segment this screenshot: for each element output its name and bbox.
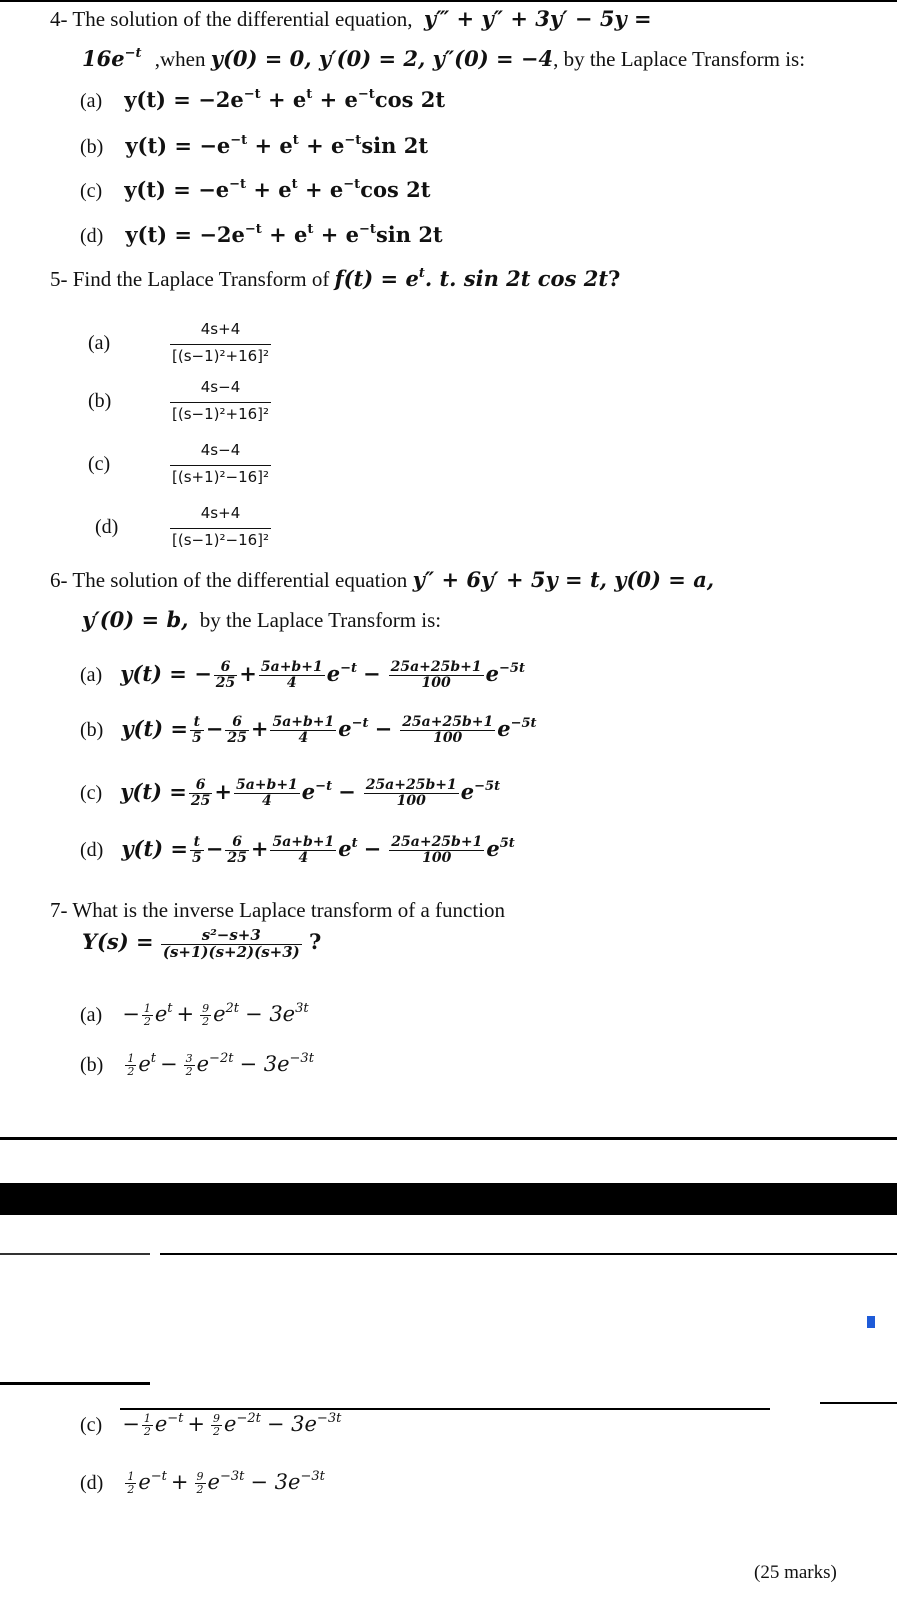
- q6-option[interactable]: [80, 778, 500, 808]
- option-label: (a): [80, 90, 103, 112]
- fraction-numerator: 4s+4: [170, 322, 271, 345]
- exponent: −3t: [219, 1468, 245, 1484]
- fraction: [364, 778, 459, 808]
- option-expression: [122, 1002, 308, 1026]
- e-symbol: e: [138, 1052, 151, 1076]
- exponent: t: [150, 1050, 156, 1066]
- exponent: t: [167, 1000, 173, 1016]
- e-symbol: e: [154, 1412, 168, 1436]
- math-part: y(t) = −2e: [124, 87, 244, 112]
- fraction-numerator: 3: [185, 1052, 193, 1066]
- option-label: (d): [80, 225, 104, 247]
- fraction-numerator: 4s+4: [170, 506, 271, 529]
- e-symbol: e: [213, 1002, 226, 1026]
- fraction-denominator: 2: [127, 1065, 135, 1078]
- math-part: y(t) = −e: [124, 177, 230, 202]
- option-expression: [124, 177, 430, 202]
- fraction: [170, 322, 271, 365]
- fraction-numerator: 1: [127, 1052, 135, 1066]
- math-part: −: [160, 1052, 178, 1076]
- math-part: y(t) = −: [120, 660, 212, 686]
- exponent: t: [292, 132, 299, 148]
- q5-option-fraction[interactable]: [168, 380, 273, 423]
- fraction-denominator: [(s+1)²−16]²: [172, 467, 270, 486]
- math-part: −: [374, 715, 393, 741]
- exponent: −t: [244, 221, 262, 237]
- math-part: e: [485, 660, 500, 686]
- divider-line: [0, 1137, 897, 1140]
- fraction: [270, 835, 336, 865]
- option-expression: [121, 834, 515, 866]
- math-part: y(t) =: [120, 778, 187, 804]
- q4-rhs: $16e^{-t}$: [82, 45, 142, 71]
- q7-option[interactable]: [80, 1412, 341, 1438]
- fraction-numerator: 9: [213, 1412, 220, 1426]
- fraction: [211, 1413, 222, 1437]
- math-part: +: [170, 1470, 189, 1494]
- q6-tail: by the Laplace Transform is:: [199, 608, 442, 632]
- math-part: −: [338, 778, 356, 804]
- fraction-denominator: 2: [143, 1425, 151, 1438]
- fraction-numerator: 1: [127, 1470, 135, 1484]
- math-part: + e: [261, 222, 308, 247]
- q7-function: [82, 928, 321, 961]
- marks-label: (25 marks): [754, 1562, 837, 1583]
- fraction: [225, 715, 248, 745]
- fraction-denominator: 2: [143, 1015, 151, 1028]
- fraction: [200, 1003, 211, 1027]
- math-part: sin 2t: [375, 222, 443, 247]
- math-part: −: [122, 1412, 140, 1436]
- fraction: [189, 778, 212, 808]
- top-border: [0, 0, 897, 2]
- q4-equation: y‴ + y″ + 3y′ − 5y =: [423, 6, 652, 31]
- fraction-numerator: 25a+25b+1: [391, 834, 483, 850]
- fraction: [225, 835, 248, 865]
- exponent: −t: [167, 1410, 184, 1426]
- exponent: −t: [150, 1468, 167, 1484]
- math-part: + e: [298, 133, 345, 158]
- fraction: [400, 715, 495, 745]
- fraction-numerator: 5a+b+1: [272, 714, 335, 730]
- fraction-denominator: 4: [298, 849, 309, 866]
- fraction-numerator: 6: [225, 835, 248, 851]
- fraction-numerator: 4s−4: [170, 443, 271, 466]
- math-part: y(t) =: [121, 835, 189, 861]
- fraction-denominator: 25: [227, 729, 247, 746]
- fraction-denominator: 100: [422, 849, 452, 866]
- fraction-denominator: [(s−1)²−16]²: [172, 530, 270, 549]
- q4-number: 4-: [50, 7, 68, 31]
- fraction: [125, 1053, 136, 1077]
- scan-line-3: [0, 1382, 150, 1385]
- black-bar: [0, 1183, 897, 1215]
- fraction: [190, 715, 204, 745]
- option-label: (c): [80, 180, 103, 202]
- exponent: t: [306, 86, 313, 102]
- fraction-denominator: 5: [192, 849, 202, 866]
- fraction: [389, 835, 484, 865]
- exponent: −t: [243, 86, 261, 102]
- fraction-denominator: 100: [421, 674, 451, 691]
- fraction-numerator: 5a+b+1: [235, 777, 298, 793]
- math-part: + e: [247, 133, 293, 158]
- fraction-numerator: 9: [196, 1470, 204, 1484]
- fraction-denominator: 4: [262, 792, 272, 809]
- fraction-denominator: 25: [215, 674, 236, 691]
- q5-option-label[interactable]: (a): [88, 332, 111, 354]
- option-expression: [122, 1412, 341, 1436]
- math-part: −: [122, 1002, 140, 1026]
- minus-sign: −: [205, 835, 224, 861]
- q6-text: The solution of the differential equation: [72, 568, 408, 592]
- option-expression: [125, 222, 442, 247]
- scan-line-2: [0, 1253, 150, 1255]
- q7-denominator: (s+1)(s+2)(s+3): [162, 942, 300, 961]
- option-label: (a): [80, 1004, 103, 1026]
- e-symbol: e: [138, 1470, 151, 1494]
- math-part: e: [460, 778, 475, 804]
- exponent: −t: [357, 86, 375, 102]
- q5-function: $f(t) = e^t$. t. sin 2t cos 2t: [334, 265, 609, 291]
- exponent: −t: [343, 176, 361, 192]
- fraction-denominator: [(s−1)²+16]²: [172, 346, 270, 365]
- fraction-numerator: 5a+b+1: [260, 659, 323, 675]
- exponent: −t: [340, 660, 357, 676]
- scan-line-1: [160, 1253, 897, 1255]
- fraction-numerator: t: [190, 835, 204, 851]
- q6-option[interactable]: [80, 715, 537, 745]
- math-part: − 3e: [239, 1052, 290, 1076]
- math-part: + e: [260, 87, 307, 112]
- q6-option[interactable]: [80, 660, 525, 690]
- fraction-denominator: 100: [433, 729, 463, 746]
- fraction: [125, 1471, 136, 1495]
- math-part: e: [497, 715, 511, 741]
- q7-option[interactable]: [80, 1002, 309, 1028]
- option-label: (b): [80, 136, 104, 158]
- fraction: [184, 1053, 195, 1077]
- math-part: cos 2t: [360, 177, 431, 202]
- blue-mark: [867, 1316, 875, 1328]
- option-expression: [125, 133, 428, 158]
- fraction-numerator: 6: [189, 778, 212, 794]
- exponent: −t: [344, 132, 362, 148]
- scan-line-4: [120, 1408, 770, 1410]
- option-expression: [120, 659, 525, 691]
- fraction-denominator: 5: [192, 729, 202, 746]
- option-expression: [121, 714, 537, 746]
- q4-line1: [50, 6, 652, 32]
- fraction: [170, 443, 271, 486]
- option-label: (c): [80, 781, 103, 804]
- math-part: +: [250, 715, 269, 741]
- fraction-denominator: 2: [213, 1425, 220, 1438]
- fraction: [170, 380, 271, 423]
- exponent: −2t: [236, 1410, 261, 1426]
- math-part: + e: [313, 222, 360, 247]
- fraction: [170, 506, 271, 549]
- math-part: + e: [246, 177, 292, 202]
- math-part: e: [301, 778, 316, 804]
- exponent: 2t: [225, 1000, 240, 1016]
- math-part: −: [363, 835, 382, 861]
- q4-option[interactable]: [80, 222, 443, 248]
- exponent: t: [291, 176, 298, 192]
- fraction: [270, 715, 336, 745]
- math-part: − 3e: [245, 1002, 296, 1026]
- fraction: [214, 660, 237, 690]
- fraction: [259, 660, 325, 690]
- exponent: −3t: [316, 1410, 342, 1426]
- math-part: y(t) = −e: [125, 133, 231, 158]
- exponent: −t: [359, 221, 376, 237]
- fraction: [142, 1003, 153, 1027]
- q6-line2: [82, 607, 441, 633]
- exponent: t: [307, 221, 314, 237]
- q4-text: The solution of the differential equation,: [72, 7, 413, 31]
- math-part: + e: [312, 87, 358, 112]
- option-expression: [123, 1052, 314, 1076]
- exponent: −5t: [510, 715, 537, 731]
- fraction: [142, 1413, 153, 1437]
- math-part: − 3e: [250, 1470, 301, 1494]
- fraction-numerator: 25a+25b+1: [390, 659, 482, 675]
- q4-line2: [82, 46, 805, 72]
- option-label: (b): [80, 718, 104, 741]
- fraction-numerator: 25a+25b+1: [402, 714, 494, 730]
- q6-condition: y′(0) = b,: [82, 607, 189, 632]
- fraction-denominator: 25: [227, 849, 247, 866]
- q5-tail: ?: [608, 266, 621, 291]
- q6-line1: [50, 567, 714, 593]
- q7-option[interactable]: [80, 1470, 325, 1496]
- q4-option[interactable]: [80, 87, 445, 113]
- exponent: −t: [230, 132, 248, 148]
- exponent: −t: [351, 715, 369, 731]
- q4-option[interactable]: [80, 133, 428, 159]
- fraction-denominator: 2: [127, 1483, 135, 1496]
- e-symbol: e: [154, 1002, 168, 1026]
- q6-equation: y″ + 6y′ + 5y = t, y(0) = a,: [412, 567, 715, 592]
- e-symbol: e: [207, 1470, 220, 1494]
- q6-number: 6-: [50, 568, 68, 592]
- scan-line-5: [820, 1402, 897, 1404]
- q4-when: ,when: [154, 47, 206, 71]
- fraction-denominator: 4: [286, 674, 297, 691]
- q5-option-fraction[interactable]: [168, 506, 273, 549]
- math-part: +: [187, 1412, 205, 1436]
- fraction-numerator: 1: [143, 1002, 151, 1016]
- fraction-numerator: 9: [202, 1002, 210, 1016]
- math-part: sin 2t: [361, 133, 429, 158]
- math-part: e: [338, 835, 352, 861]
- fraction-denominator: 4: [298, 729, 309, 746]
- q4-option[interactable]: [80, 177, 430, 203]
- exponent: −3t: [289, 1050, 314, 1066]
- q5-text: Find the Laplace Transform of: [72, 267, 330, 291]
- exponent: −2t: [209, 1050, 234, 1066]
- exponent: −3t: [300, 1468, 325, 1484]
- fraction-numerator: 1: [143, 1412, 151, 1426]
- exponent: 3t: [295, 1000, 309, 1016]
- math-part: − 3e: [266, 1412, 317, 1436]
- q7-line1: [50, 898, 505, 923]
- math-part: e: [486, 835, 500, 861]
- math-part: e: [326, 660, 341, 686]
- math-part: cos 2t: [374, 87, 446, 112]
- math-part: y(t) = −2e: [125, 222, 245, 247]
- option-label: (b): [80, 1054, 104, 1076]
- exponent: −t: [315, 778, 333, 794]
- q6-option[interactable]: [80, 835, 515, 865]
- e-symbol: e: [196, 1052, 210, 1076]
- math-part: + e: [297, 177, 344, 202]
- option-label: (c): [80, 1414, 103, 1436]
- math-part: −: [363, 660, 381, 686]
- fraction-numerator: t: [190, 715, 204, 731]
- fraction-denominator: 2: [185, 1065, 193, 1078]
- q7-lhs: Y(s) =: [82, 929, 154, 955]
- q7-option[interactable]: [80, 1052, 314, 1078]
- e-symbol: e: [224, 1412, 237, 1436]
- fraction-denominator: 100: [396, 792, 426, 809]
- option-label: (d): [80, 838, 104, 861]
- math-part: +: [250, 835, 269, 861]
- fraction-numerator: 6: [225, 715, 248, 731]
- fraction-numerator: 5a+b+1: [272, 834, 335, 850]
- fraction-numerator: 4s−4: [170, 380, 271, 403]
- option-expression: [120, 777, 501, 809]
- exponent: t: [351, 835, 358, 851]
- q5-line: [50, 266, 620, 292]
- q7-fraction: [161, 928, 302, 961]
- math-part: +: [176, 1002, 195, 1026]
- fraction: [389, 660, 484, 690]
- option-label: (a): [80, 663, 103, 686]
- exponent: 5t: [499, 835, 515, 851]
- fraction-numerator: 25a+25b+1: [365, 777, 457, 793]
- option-label: (d): [80, 1472, 104, 1494]
- q7-tail: ?: [309, 929, 322, 955]
- fraction: [234, 778, 300, 808]
- q4-conditions: y(0) = 0, y′(0) = 2, y″(0) = −4: [210, 46, 554, 71]
- math-part: +: [239, 660, 257, 686]
- fraction-denominator: 25: [190, 792, 211, 809]
- q4-tail: , by the Laplace Transform is:: [553, 47, 806, 71]
- minus-sign: −: [205, 715, 224, 741]
- q5-option-fraction[interactable]: [168, 322, 273, 365]
- q5-number: 5-: [50, 267, 68, 291]
- q5-option-label[interactable]: (d): [95, 516, 119, 538]
- exponent: −5t: [499, 660, 525, 676]
- fraction-denominator: 2: [202, 1015, 210, 1028]
- fraction: [190, 835, 204, 865]
- q5-option-fraction[interactable]: [168, 443, 273, 486]
- math-part: e: [338, 715, 352, 741]
- exponent: −5t: [474, 778, 501, 794]
- math-part: y(t) =: [121, 715, 189, 741]
- fraction: [195, 1471, 206, 1495]
- fraction-denominator: [(s−1)²+16]²: [172, 404, 270, 423]
- math-part: +: [214, 778, 232, 804]
- fraction-denominator: 2: [196, 1483, 204, 1496]
- q5-option-label[interactable]: (b): [88, 390, 112, 412]
- q5-option-label[interactable]: (c): [88, 453, 111, 475]
- q7-number: 7-: [50, 898, 68, 922]
- option-expression: [124, 87, 445, 112]
- q7-text: What is the inverse Laplace transform of a function: [72, 898, 506, 922]
- fraction-numerator: 6: [214, 660, 237, 676]
- exponent: −t: [229, 176, 247, 192]
- option-expression: [123, 1470, 325, 1494]
- q7-numerator: s²−s+3: [161, 928, 302, 945]
